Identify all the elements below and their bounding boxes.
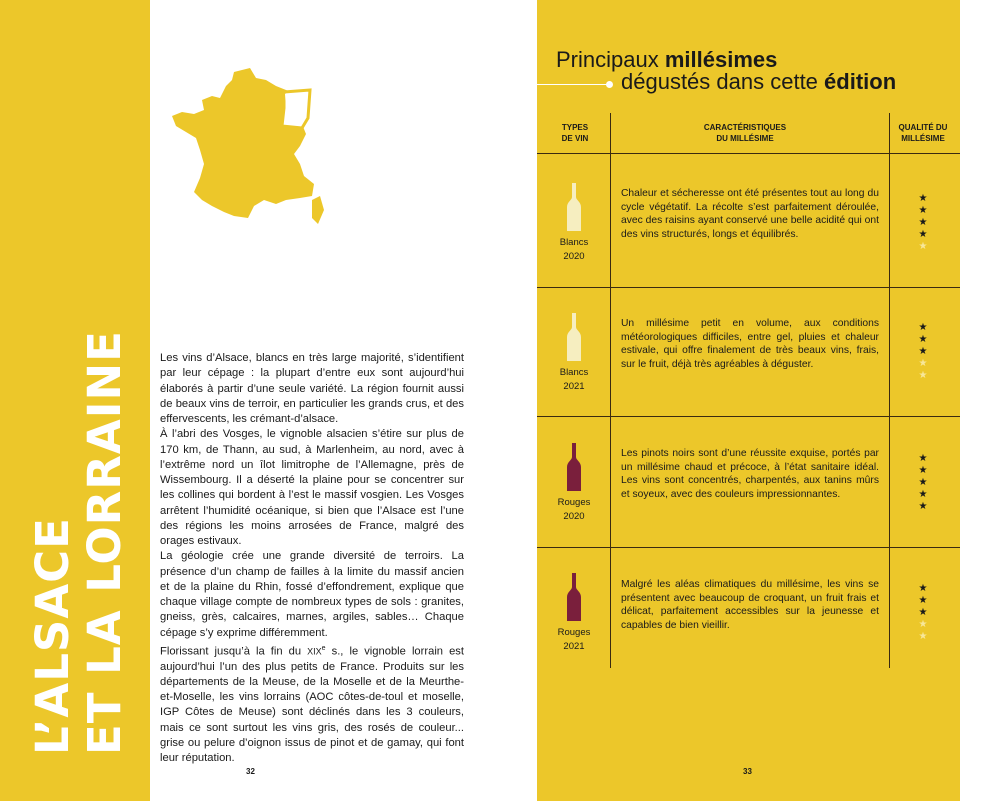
star-filled-icon: ★ — [918, 607, 928, 618]
star-filled-icon: ★ — [918, 489, 928, 500]
wine-year: 2021 — [563, 641, 585, 652]
heading-text: Principaux — [556, 47, 665, 72]
section-title — [27, 285, 131, 755]
header-text: CARACTÉRISTIQUES — [703, 123, 787, 132]
century-suffix: e — [321, 644, 326, 652]
heading-dot-icon — [606, 81, 613, 88]
column-header-quality — [890, 122, 956, 144]
star-empty-icon: ★ — [918, 619, 928, 630]
page-number-right: 33 — [743, 767, 752, 776]
row-divider — [537, 287, 960, 288]
star-filled-icon: ★ — [918, 193, 928, 204]
heading-bold: millésimes — [664, 47, 778, 72]
column-divider — [610, 113, 611, 668]
star-filled-icon: ★ — [918, 217, 928, 228]
star-empty-icon: ★ — [918, 358, 928, 369]
quality-stars — [915, 583, 931, 643]
wine-type-label — [549, 626, 599, 654]
heading-line-2 — [621, 69, 896, 95]
header-text: QUALITÉ DU — [898, 123, 948, 132]
header-text: MILLÉSIME — [901, 134, 945, 143]
star-filled-icon: ★ — [918, 477, 928, 488]
wine-type: Blancs — [559, 367, 589, 378]
star-filled-icon: ★ — [918, 453, 928, 464]
right-page-margin — [960, 0, 1000, 801]
header-text: TYPES — [561, 123, 589, 132]
quality-stars — [915, 322, 931, 382]
page-number-left: 32 — [246, 767, 255, 776]
star-filled-icon: ★ — [918, 346, 928, 357]
heading-rule — [537, 84, 608, 85]
white-wine-bottle-icon — [567, 313, 581, 361]
right-page — [537, 0, 960, 801]
vintage-description: Les pinots noirs sont d’une réussite exquise, portés par un millésime chaud et précoce, à l’état sanitaire idéal. Les vins sont concentrés, charpentés, aux tanins mûrs et soyeux, avec des couleurs impressionnantes. — [621, 448, 879, 500]
star-filled-icon: ★ — [918, 334, 928, 345]
quality-stars — [915, 193, 931, 253]
body-text — [160, 351, 464, 766]
column-divider — [889, 113, 890, 668]
wine-type: Rouges — [557, 497, 591, 508]
section-title-line-1: L’ALSACE — [26, 517, 79, 755]
star-empty-icon: ★ — [918, 370, 928, 381]
column-header-types — [551, 122, 599, 144]
heading-bold: édition — [824, 69, 897, 94]
star-filled-icon: ★ — [918, 205, 928, 216]
star-filled-icon: ★ — [918, 322, 928, 333]
wine-year: 2020 — [563, 511, 585, 522]
star-filled-icon: ★ — [918, 501, 928, 512]
star-empty-icon: ★ — [918, 631, 928, 642]
quality-stars — [915, 453, 931, 513]
paragraph: À l’abri des Vosges, le vignoble alsacien s’étire sur plus de 170 km, de Thann, au sud, à Marlenheim, au nord, avec à l’extrême nord un îlot limitrophe de l’Allemagne, près de Wissembourg. Il a déserté la plaine pour se concentrer sur les collines qui bordent à l’est le massif vosgien. Les Vosges arrêtent l’humidité océanique, si bien que l’Alsace est l’une des régions les moins arrosées de France, malgré des orages estivaux. — [160, 428, 464, 547]
wine-type-label — [549, 366, 599, 394]
red-wine-bottle-icon — [567, 443, 581, 491]
row-divider — [537, 416, 960, 417]
red-wine-bottle-icon — [567, 573, 581, 621]
wine-year: 2020 — [563, 251, 585, 262]
star-filled-icon: ★ — [918, 583, 928, 594]
star-filled-icon: ★ — [918, 465, 928, 476]
paragraph: Les vins d’Alsace, blancs en très large majorité, s’identifient par leur cépage : la plupart d’entre eux sont aujourd’hui élaborés à partir d’une seule variété. La région fournit aussi de beaux vins de terroir, en particulier les grands crus, et des effervescents, les crémant-d’alsace. — [160, 352, 464, 425]
vintage-description: Malgré les aléas climatiques du millésime, les vins se présentent avec beaucoup de croquant, un fruit frais et délicat, parfaitement accessibles sur la jeunesse et capables de bien vieillir. — [621, 579, 879, 631]
star-filled-icon: ★ — [918, 229, 928, 240]
wine-type-label — [549, 236, 599, 264]
wine-type: Rouges — [557, 627, 591, 638]
row-divider — [537, 153, 960, 154]
paragraph — [160, 641, 464, 767]
france-map-icon — [172, 68, 324, 226]
paragraph: La géologie crée une grande diversité de terroirs. La présence d’un champ de failles à la limite du massif ancien et de la plaine du Rhin, fossé d’effondrement, explique que chaque village compte de nombreux types de sols : granites, gneiss, grès, calcaires, marnes, argiles, sables… Chaque cépage s’y exprime différemment. — [160, 550, 464, 639]
row-divider — [537, 547, 960, 548]
white-wine-bottle-icon — [567, 183, 581, 231]
wine-type: Blancs — [559, 237, 589, 248]
paragraph-text: Florissant jusqu’à la fin du — [160, 645, 308, 658]
header-text: DE VIN — [561, 134, 589, 143]
section-title-line-2: ET LA LORRAINE — [78, 330, 131, 755]
vintage-description: Un millésime petit en volume, aux conditions météorologiques difficiles, entre gel, pluies et chaleur estivale, qui offre finalement de très beaux vins, frais, sur le fruit, déjà très agréables à déguster. — [621, 318, 879, 370]
column-header-characteristics — [660, 122, 830, 144]
century-numeral: XIX — [307, 646, 322, 657]
star-filled-icon: ★ — [918, 595, 928, 606]
header-text: DU MILLÉSIME — [716, 134, 774, 143]
vintage-description: Chaleur et sécheresse ont été présentes tout au long du cycle végétatif. La récolte s’est parfaitement déroulée, avec des raisins ayant conservé une belle acidité qui ont des vins structurés, longs et équilibrés. — [621, 188, 879, 240]
paragraph-text: s., le vignoble lorrain est aujourd’hui l’un des plus petits de France. Produits sur les départements de la Meuse, de la Moselle et de la Meurthe-et-Moselle, les vins lorrains (AOC côtes-de-toul et moselle, IGP Côtes de Meuse) sont déclinés dans les 3 couleurs, mais ce sont surtout les vins gris, des rosés de couleur... grise ou pelure d’oignon issus de pinot et de gamay, qui font leur réputation. — [160, 645, 464, 765]
star-empty-icon: ★ — [918, 241, 928, 252]
wine-year: 2021 — [563, 381, 585, 392]
wine-type-label — [549, 496, 599, 524]
heading-text: dégustés dans cette — [621, 69, 825, 94]
